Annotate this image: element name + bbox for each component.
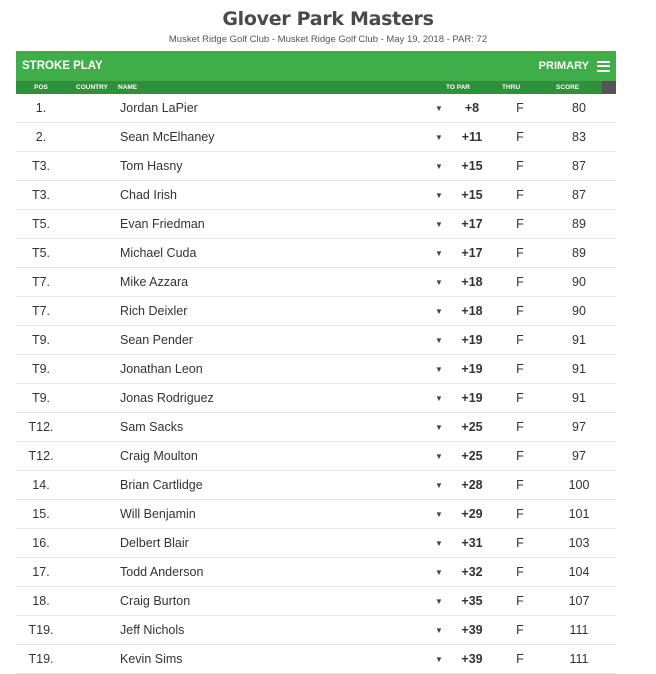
event-title: Glover Park Masters xyxy=(222,8,434,30)
player-position: T9. xyxy=(31,391,51,405)
player-row[interactable] xyxy=(16,152,616,181)
player-row[interactable] xyxy=(16,123,616,152)
player-row[interactable] xyxy=(16,471,616,500)
player-rows xyxy=(16,94,616,674)
scrollbar-corner xyxy=(602,81,616,94)
player-to-par: +19 xyxy=(461,391,483,405)
player-thru: F xyxy=(516,478,524,492)
player-to-par: +17 xyxy=(461,246,483,260)
player-thru: F xyxy=(516,101,524,115)
player-score: 91 xyxy=(572,362,586,376)
player-score: 87 xyxy=(572,159,586,173)
column-header-row xyxy=(16,81,616,94)
player-position: T3. xyxy=(31,188,51,202)
player-score: 101 xyxy=(568,507,590,521)
player-position: T7. xyxy=(31,275,51,289)
expand-caret-icon[interactable]: ▼ xyxy=(435,307,443,316)
player-to-par: +29 xyxy=(461,507,483,521)
player-row[interactable] xyxy=(16,326,616,355)
player-to-par: +39 xyxy=(461,623,483,637)
player-to-par: +17 xyxy=(461,217,483,231)
player-position: T7. xyxy=(31,304,51,318)
player-score: 107 xyxy=(568,594,590,608)
hamburger-menu-icon[interactable] xyxy=(597,58,610,74)
player-name[interactable]: Jonas Rodriguez xyxy=(120,391,214,405)
player-row[interactable] xyxy=(16,355,616,384)
expand-caret-icon[interactable]: ▼ xyxy=(435,597,443,606)
column-header-score: SCORE xyxy=(556,84,580,91)
player-position: 14. xyxy=(32,478,50,492)
player-name[interactable]: Jordan LaPier xyxy=(120,101,198,115)
player-score: 104 xyxy=(568,565,590,579)
player-to-par: +18 xyxy=(461,304,483,318)
player-name[interactable]: Jonathan Leon xyxy=(120,362,203,376)
event-header xyxy=(0,0,656,45)
column-header-name: NAME xyxy=(118,84,138,91)
player-thru: F xyxy=(516,246,524,260)
player-thru: F xyxy=(516,594,524,608)
player-name[interactable]: Rich Deixler xyxy=(120,304,188,318)
player-score: 87 xyxy=(572,188,586,202)
player-thru: F xyxy=(516,507,524,521)
player-to-par: +25 xyxy=(461,420,483,434)
player-name[interactable]: Will Benjamin xyxy=(120,507,196,521)
player-position: 17. xyxy=(32,565,50,579)
player-to-par: +31 xyxy=(461,536,483,550)
player-score: 100 xyxy=(568,478,590,492)
player-name[interactable]: Todd Anderson xyxy=(120,565,204,579)
player-row[interactable] xyxy=(16,210,616,239)
player-row[interactable] xyxy=(16,645,616,674)
column-header-thru: THRU xyxy=(502,84,521,91)
player-position: 15. xyxy=(32,507,50,521)
expand-caret-icon[interactable]: ▼ xyxy=(435,510,443,519)
player-to-par: +15 xyxy=(461,159,483,173)
player-to-par: +39 xyxy=(461,652,483,666)
player-name[interactable]: Sean Pender xyxy=(120,333,193,347)
player-row[interactable] xyxy=(16,297,616,326)
player-to-par: +18 xyxy=(461,275,483,289)
expand-caret-icon[interactable]: ▼ xyxy=(435,220,443,229)
player-thru: F xyxy=(516,420,524,434)
expand-caret-icon[interactable]: ▼ xyxy=(435,104,443,113)
expand-caret-icon[interactable]: ▼ xyxy=(435,191,443,200)
player-to-par: +19 xyxy=(461,362,483,376)
player-name[interactable]: Tom Hasny xyxy=(120,159,183,173)
player-position: T12. xyxy=(28,449,54,463)
expand-caret-icon[interactable]: ▼ xyxy=(435,655,443,664)
player-position: T5. xyxy=(31,246,51,260)
player-position: T12. xyxy=(28,420,54,434)
player-name[interactable]: Brian Cartlidge xyxy=(120,478,203,492)
leaderboard xyxy=(16,51,616,674)
player-to-par: +28 xyxy=(461,478,483,492)
expand-caret-icon[interactable]: ▼ xyxy=(435,336,443,345)
player-position: 18. xyxy=(32,594,50,608)
player-to-par: +15 xyxy=(461,188,483,202)
player-score: 91 xyxy=(572,333,586,347)
player-position: 16. xyxy=(32,536,50,550)
player-row[interactable] xyxy=(16,239,616,268)
player-row[interactable] xyxy=(16,587,616,616)
player-thru: F xyxy=(516,304,524,318)
player-name[interactable]: Mike Azzara xyxy=(120,275,189,289)
player-score: 103 xyxy=(568,536,590,550)
player-thru: F xyxy=(516,159,524,173)
player-name[interactable]: Jeff Nichols xyxy=(120,623,185,637)
leaderboard-bar xyxy=(16,51,616,81)
player-to-par: +8 xyxy=(464,101,480,115)
player-name[interactable]: Sam Sacks xyxy=(120,420,184,434)
player-score: 80 xyxy=(572,101,586,115)
player-to-par: +11 xyxy=(461,130,483,144)
player-row[interactable] xyxy=(16,442,616,471)
player-row[interactable] xyxy=(16,181,616,210)
player-name[interactable]: Craig Burton xyxy=(120,594,191,608)
player-thru: F xyxy=(516,623,524,637)
player-row[interactable] xyxy=(16,268,616,297)
player-row[interactable] xyxy=(16,94,616,123)
column-header-pos: POS xyxy=(34,84,48,91)
expand-caret-icon[interactable]: ▼ xyxy=(435,394,443,403)
expand-caret-icon[interactable]: ▼ xyxy=(435,539,443,548)
player-name[interactable]: Michael Cuda xyxy=(120,246,197,260)
player-thru: F xyxy=(516,333,524,347)
player-position: T9. xyxy=(31,362,51,376)
player-thru: F xyxy=(516,188,524,202)
player-score: 97 xyxy=(572,449,586,463)
event-subtitle: Musket Ridge Golf Club - Musket Ridge Golf Club - May 19, 2018 - PAR: 72 xyxy=(168,34,488,45)
primary-label[interactable]: PRIMARY xyxy=(538,60,589,72)
expand-caret-icon[interactable]: ▼ xyxy=(435,423,443,432)
player-thru: F xyxy=(516,391,524,405)
player-thru: F xyxy=(516,449,524,463)
player-position: T5. xyxy=(31,217,51,231)
player-thru: F xyxy=(516,536,524,550)
player-score: 97 xyxy=(572,420,586,434)
player-score: 91 xyxy=(572,391,586,405)
player-thru: F xyxy=(516,130,524,144)
player-score: 111 xyxy=(569,652,589,666)
expand-caret-icon[interactable]: ▼ xyxy=(435,133,443,142)
player-score: 90 xyxy=(572,275,586,289)
column-header-country: COUNTRY xyxy=(76,84,108,91)
player-score: 89 xyxy=(572,217,586,231)
column-header-topar: TO PAR xyxy=(446,84,470,91)
player-name[interactable]: Craig Moulton xyxy=(120,449,198,463)
player-row[interactable] xyxy=(16,384,616,413)
player-to-par: +25 xyxy=(461,449,483,463)
expand-caret-icon[interactable]: ▼ xyxy=(435,452,443,461)
player-row[interactable] xyxy=(16,500,616,529)
player-row[interactable] xyxy=(16,616,616,645)
expand-caret-icon[interactable]: ▼ xyxy=(435,278,443,287)
player-thru: F xyxy=(516,652,524,666)
player-name[interactable]: Evan Friedman xyxy=(120,217,205,231)
player-score: 89 xyxy=(572,246,586,260)
player-row[interactable] xyxy=(16,558,616,587)
player-name[interactable]: Chad Irish xyxy=(120,188,177,202)
player-to-par: +35 xyxy=(461,594,483,608)
player-row[interactable] xyxy=(16,529,616,558)
player-thru: F xyxy=(516,362,524,376)
expand-caret-icon[interactable]: ▼ xyxy=(435,365,443,374)
player-to-par: +32 xyxy=(461,565,483,579)
format-label: STROKE PLAY xyxy=(22,60,103,72)
player-position: 1. xyxy=(35,101,47,115)
player-score: 90 xyxy=(572,304,586,318)
player-thru: F xyxy=(516,565,524,579)
expand-caret-icon[interactable]: ▼ xyxy=(435,568,443,577)
player-score: 83 xyxy=(572,130,586,144)
player-name[interactable]: Kevin Sims xyxy=(120,652,183,666)
player-position: T9. xyxy=(31,333,51,347)
player-name[interactable]: Delbert Blair xyxy=(120,536,189,550)
player-to-par: +19 xyxy=(461,333,483,347)
player-score: 111 xyxy=(569,623,589,637)
player-position: T19. xyxy=(28,623,54,637)
player-name[interactable]: Sean McElhaney xyxy=(120,130,215,144)
primary-menu-toggle[interactable] xyxy=(539,58,610,74)
expand-caret-icon[interactable]: ▼ xyxy=(435,626,443,635)
expand-caret-icon[interactable]: ▼ xyxy=(435,481,443,490)
expand-caret-icon[interactable]: ▼ xyxy=(435,162,443,171)
player-thru: F xyxy=(516,217,524,231)
player-position: 2. xyxy=(35,130,47,144)
expand-caret-icon[interactable]: ▼ xyxy=(435,249,443,258)
player-position: T3. xyxy=(31,159,51,173)
player-position: T19. xyxy=(28,652,54,666)
player-thru: F xyxy=(516,275,524,289)
player-row[interactable] xyxy=(16,413,616,442)
